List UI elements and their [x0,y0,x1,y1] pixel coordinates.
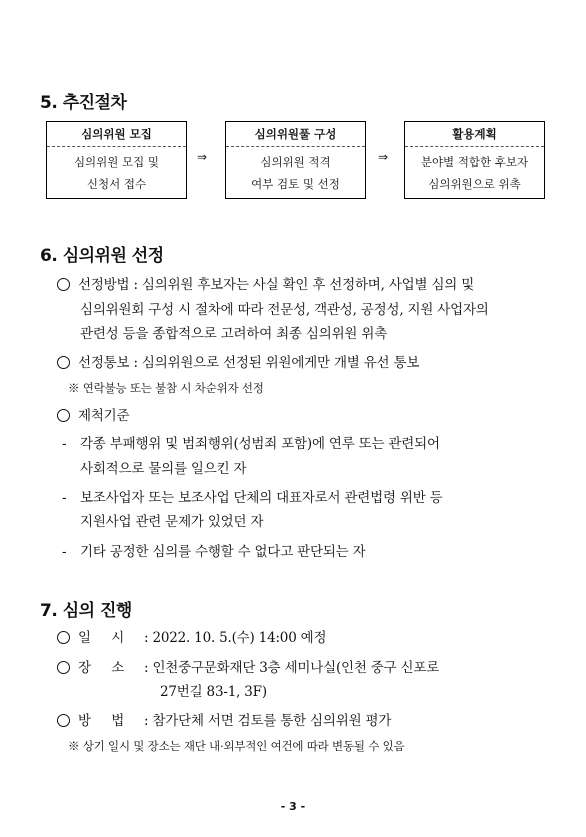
page-number: - 3 - [280,800,306,813]
method-value: : 참가단체 서면 검토를 통한 심의위원 평가 [144,713,392,729]
schedule-method-line [57,709,391,729]
process-box-title: 심의위원풀 구성 [226,122,365,147]
process-box-pool [225,121,366,199]
selection-notice-line [57,351,419,371]
process-box-plan [404,121,545,199]
process-box-line: 여부 검토 및 선정 [251,177,340,191]
process-box-title: 활용계획 [405,122,544,147]
place-label: 장 소 [78,660,125,676]
process-box-title: 심의위원 모집 [47,122,186,147]
section-7-heading: 7. 심의 진행 [40,601,132,621]
process-box-line: 심의위원으로 위촉 [428,177,521,191]
selection-method-line [57,273,474,293]
process-box-line: 심의위원 모집 및 [73,155,160,169]
process-box-line: 분야별 적합한 후보자 [420,155,529,169]
schedule-place-line [57,656,439,676]
process-box-line: 심의위원 적격 [260,155,331,169]
dash-bullet: - [62,544,67,560]
exclusion-title-line [57,404,129,424]
exclusion-item-line [62,432,440,452]
selection-method-text: 선정방법 : 심의위원 후보자는 사실 확인 후 선정하며, 사업별 심의 및 [78,277,475,293]
exclusion-item-line: 사회적으로 물의를 일으킨 자 [80,461,247,477]
exclusion-item-text: 보조사업자 또는 보조사업 단체의 대표자로서 관련법령 위반 등 [80,490,443,506]
circle-bullet-icon [57,714,70,727]
circle-bullet-icon [57,631,70,644]
selection-method-line: 심의위원회 구성 시 절차에 따라 전문성, 객관성, 공정성, 지원 사업자의 [80,302,489,318]
circle-bullet-icon [57,661,70,674]
exclusion-item-line [62,486,443,506]
schedule-date-line [57,626,326,646]
exclusion-title: 제척기준 [78,408,130,424]
section-6-heading: 6. 심의위원 선정 [40,246,164,266]
arrow-icon: ⇒ [378,150,389,164]
circle-bullet-icon [57,409,70,422]
place-value-cont: 27번길 83-1, 3F) [160,684,267,700]
circle-bullet-icon [57,278,70,291]
dash-bullet: - [62,436,67,452]
section-5-heading: 5. 추진절차 [40,93,127,113]
method-label: 방 법 [78,713,125,729]
process-box-line: 신청서 접수 [86,177,147,191]
dash-bullet: - [62,490,67,506]
exclusion-item-text: 기타 공정한 심의를 수행할 수 없다고 판단되는 자 [80,544,366,560]
exclusion-item-line: 지원사업 관련 문제가 있었던 자 [80,514,264,530]
exclusion-item-line [62,540,365,560]
date-label: 일 시 [78,630,125,646]
arrow-icon: ⇒ [197,150,208,164]
date-value: : 2022. 10. 5.(수) 14:00 예정 [144,630,327,646]
selection-method-line: 관련성 등을 종합적으로 고려하여 최종 심의위원 위촉 [80,326,388,342]
exclusion-item-text: 각종 부패행위 및 범죄행위(성범죄 포함)에 연루 또는 관련되어 [80,436,440,452]
circle-bullet-icon [57,356,70,369]
schedule-note: ※ 상기 일시 및 장소는 재단 내·외부적인 여건에 따라 변동될 수 있음 [68,739,405,753]
place-value: : 인천중구문화재단 3층 세미나실(인천 중구 신포로 [144,660,440,676]
process-box-recruit [46,121,187,199]
notice-note: ※ 연락불능 또는 불참 시 차순위자 선정 [68,381,264,395]
selection-notice-text: 선정통보 : 심의위원으로 선정된 위원에게만 개별 유선 통보 [78,355,420,371]
